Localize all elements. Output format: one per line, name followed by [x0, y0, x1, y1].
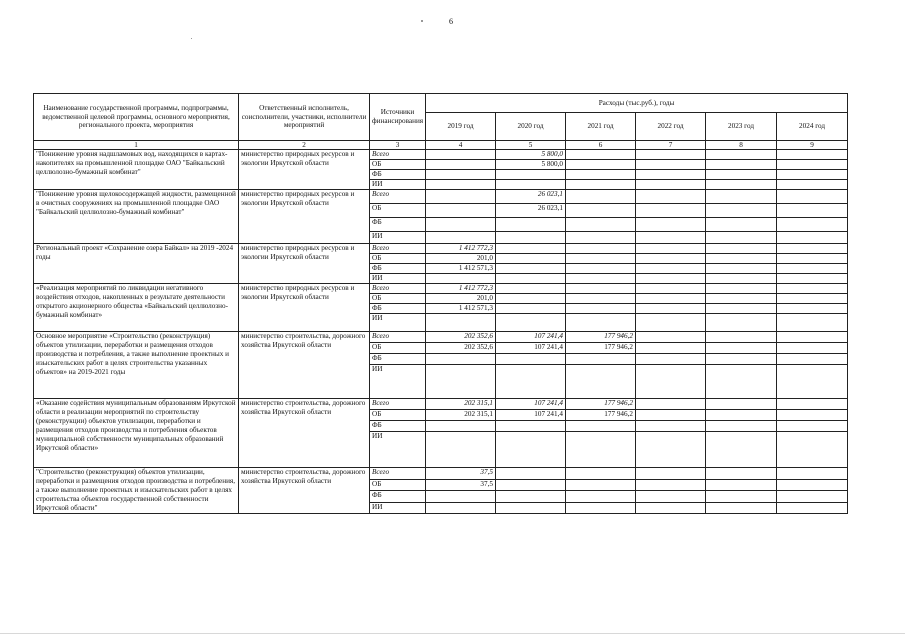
expense-cell: 202 352,6	[426, 343, 496, 354]
funding-source: ОБ	[370, 479, 426, 491]
header-executor: Ответственный исполнитель, соисполнители, участники, исполнители мероприятий	[239, 94, 370, 141]
expense-cell	[636, 170, 706, 180]
column-number: 8	[706, 141, 777, 150]
expense-cell	[706, 502, 777, 514]
expense-cell	[426, 314, 496, 332]
funding-source: ОБ	[370, 204, 426, 218]
expense-cell: 26 023,1	[496, 204, 566, 218]
expense-cell	[636, 190, 706, 204]
funding-source: Всего	[370, 468, 426, 480]
expense-cell: 37,5	[426, 468, 496, 480]
expense-cell	[706, 479, 777, 491]
expense-cell	[706, 343, 777, 354]
expense-cell: 202 352,6	[426, 332, 496, 343]
expense-cell	[426, 160, 496, 170]
expense-cell	[706, 432, 777, 468]
row-executor: министерство строительства, дорожного хозяйства Иркутской области	[239, 332, 370, 399]
expense-cell	[566, 354, 636, 365]
expense-cell	[706, 332, 777, 343]
row-name: «Реализация мероприятий по ликвидации негативного воздействия отходов, накопленных в результате деятельности открытого акционерного общества «Байкальский целлюлозно-бумажный комбинат»	[34, 284, 239, 332]
expense-cell	[636, 421, 706, 432]
expense-cell	[706, 204, 777, 218]
row-executor: министерство природных ресурсов и экологии Иркутской области	[239, 150, 370, 190]
funding-source: ФБ	[370, 354, 426, 365]
header-year: 2020 год	[496, 113, 566, 141]
expense-cell	[566, 479, 636, 491]
expense-cell	[566, 150, 636, 160]
expense-cell	[496, 170, 566, 180]
expense-cell	[566, 232, 636, 244]
funding-source: ОБ	[370, 254, 426, 264]
header-year: 2022 год	[636, 113, 706, 141]
row-name: Основное мероприятие «Строительство (реконструкция) объектов утилизации, переработки и размещения отходов производства и потребления, а также выполнение проектных и изыскательских работ в целях строительства указанных объектов» на 2019-2021 годы	[34, 332, 239, 399]
expense-cell	[566, 421, 636, 432]
expense-cell	[636, 491, 706, 503]
expense-cell	[706, 314, 777, 332]
expense-cell	[706, 399, 777, 410]
row-executor: министерство строительства, дорожного хозяйства Иркутской области	[239, 468, 370, 514]
expense-cell	[566, 468, 636, 480]
expense-cell	[706, 354, 777, 365]
row-name: Региональный проект «Сохранение озера Байкал» на 2019 -2024 годы	[34, 244, 239, 284]
expense-cell	[636, 399, 706, 410]
expense-cell	[636, 180, 706, 190]
expense-cell	[636, 204, 706, 218]
expense-cell: 201,0	[426, 254, 496, 264]
expense-cell	[496, 468, 566, 480]
expense-cell	[566, 365, 636, 399]
funding-source: ИИ	[370, 232, 426, 244]
expense-cell	[777, 343, 848, 354]
expense-cell	[426, 232, 496, 244]
table-body	[34, 141, 848, 514]
scan-speck	[191, 38, 192, 39]
expense-cell	[706, 150, 777, 160]
expense-cell	[777, 399, 848, 410]
funding-source: ФБ	[370, 170, 426, 180]
expense-cell	[496, 264, 566, 274]
expense-cell: 37,5	[426, 479, 496, 491]
funding-source: ОБ	[370, 160, 426, 170]
expense-cell	[566, 314, 636, 332]
expense-cell	[706, 284, 777, 294]
expense-cell: 1 412 571,3	[426, 304, 496, 314]
expense-cell	[566, 491, 636, 503]
expense-cell	[777, 410, 848, 421]
expense-cell	[426, 365, 496, 399]
expense-cell	[426, 190, 496, 204]
expense-cell	[566, 432, 636, 468]
expense-cell	[426, 432, 496, 468]
row-executor: министерство природных ресурсов и экологии Иркутской области	[239, 244, 370, 284]
expense-cell	[777, 468, 848, 480]
expense-cell	[636, 232, 706, 244]
expense-cell: 177 946,2	[566, 332, 636, 343]
header-year: 2024 год	[777, 113, 848, 141]
funding-source: ФБ	[370, 218, 426, 232]
expense-cell	[566, 274, 636, 284]
expense-cell	[706, 468, 777, 480]
expense-cell	[636, 304, 706, 314]
funding-source: ФБ	[370, 421, 426, 432]
expense-cell: 177 946,2	[566, 410, 636, 421]
expense-cell	[426, 502, 496, 514]
expense-cell: 1 412 772,3	[426, 284, 496, 294]
table-row	[34, 399, 848, 410]
expense-cell	[777, 502, 848, 514]
expense-cell	[566, 254, 636, 264]
expense-cell: 5 800,0	[496, 160, 566, 170]
funding-source: ФБ	[370, 304, 426, 314]
expense-cell	[706, 304, 777, 314]
expense-cell	[636, 432, 706, 468]
expense-cell	[566, 294, 636, 304]
expense-cell: 177 946,2	[566, 343, 636, 354]
expense-cell: 5 800,0	[496, 150, 566, 160]
expense-cell	[706, 170, 777, 180]
row-name: "Строительство (реконструкция) объектов утилизации, переработки и размещения отходов производства и потребления, а также выполнение проектных и изыскательских работ в целях строительства объектов государственной собственности Иркутской области"	[34, 468, 239, 514]
expense-cell	[426, 150, 496, 160]
expense-cell: 26 023,1	[496, 190, 566, 204]
funding-source: Всего	[370, 190, 426, 204]
table-row	[34, 150, 848, 160]
expense-cell	[426, 491, 496, 503]
header-row	[34, 94, 848, 113]
expense-cell	[777, 254, 848, 264]
expense-cell	[636, 314, 706, 332]
expense-cell	[706, 180, 777, 190]
funding-source: ИИ	[370, 365, 426, 399]
column-number: 5	[496, 141, 566, 150]
expense-cell	[496, 365, 566, 399]
expense-cell	[777, 365, 848, 399]
row-name: "Понижение уровня щелокосодержащей жидкости, размещенной в очистных сооружениях на промышленной площадке ОАО "Байкальский целлюлозно-бумажный комбинат"	[34, 190, 239, 244]
expense-cell	[496, 314, 566, 332]
row-executor: министерство природных ресурсов и экологии Иркутской области	[239, 190, 370, 244]
funding-source: ИИ	[370, 180, 426, 190]
expense-cell	[706, 254, 777, 264]
expense-cell	[636, 365, 706, 399]
table-row	[34, 332, 848, 343]
header-expenses: Расходы (тыс.руб.), годы	[426, 94, 848, 113]
column-numbers-row	[34, 141, 848, 150]
expense-cell	[496, 304, 566, 314]
header-name: Наименование государственной программы, подпрограммы, ведомственной целевой программы, основного мероприятия, регионального проекта, мероприятия	[34, 94, 239, 141]
expense-cell	[566, 244, 636, 254]
budget-table	[33, 93, 848, 514]
expense-cell	[496, 180, 566, 190]
expense-cell	[777, 421, 848, 432]
expense-cell	[496, 294, 566, 304]
funding-source: Всего	[370, 332, 426, 343]
table-row	[34, 468, 848, 480]
expense-cell: 202 315,1	[426, 410, 496, 421]
expense-cell	[706, 218, 777, 232]
expense-cell	[566, 180, 636, 190]
expense-cell: 201,0	[426, 294, 496, 304]
expense-cell	[706, 365, 777, 399]
table-row	[34, 244, 848, 254]
expense-cell	[777, 264, 848, 274]
column-number: 7	[636, 141, 706, 150]
expense-cell: 1 412 571,3	[426, 264, 496, 274]
expense-cell	[706, 421, 777, 432]
scan-speck	[421, 20, 423, 22]
expense-cell	[777, 354, 848, 365]
expense-cell	[706, 491, 777, 503]
header-year: 2021 год	[566, 113, 636, 141]
expense-cell	[566, 160, 636, 170]
expense-cell	[706, 410, 777, 421]
expense-cell	[496, 284, 566, 294]
funding-source: ИИ	[370, 274, 426, 284]
table-row	[34, 190, 848, 204]
expense-cell	[496, 421, 566, 432]
expense-cell	[496, 502, 566, 514]
expense-cell	[636, 332, 706, 343]
expense-cell: 107 241,4	[496, 410, 566, 421]
header-year: 2019 год	[426, 113, 496, 141]
expense-cell	[777, 170, 848, 180]
expense-cell	[777, 204, 848, 218]
expense-cell	[426, 354, 496, 365]
expense-cell	[496, 244, 566, 254]
expense-cell	[566, 502, 636, 514]
row-executor: министерство природных ресурсов и экологии Иркутской области	[239, 284, 370, 332]
page-number: 6	[449, 17, 453, 26]
expense-cell	[636, 244, 706, 254]
column-number: 3	[370, 141, 426, 150]
expense-cell	[777, 274, 848, 284]
expense-cell	[496, 232, 566, 244]
expense-cell: 107 241,4	[496, 332, 566, 343]
expense-cell	[777, 190, 848, 204]
expense-cell	[636, 218, 706, 232]
expense-cell	[566, 284, 636, 294]
expense-cell	[777, 314, 848, 332]
expense-cell	[636, 150, 706, 160]
expense-cell	[706, 190, 777, 204]
funding-source: ОБ	[370, 410, 426, 421]
header-year: 2023 год	[706, 113, 777, 141]
expense-cell	[636, 468, 706, 480]
funding-source: ИИ	[370, 432, 426, 468]
expense-cell	[496, 354, 566, 365]
column-number: 1	[34, 141, 239, 150]
funding-source: ФБ	[370, 491, 426, 503]
expense-cell	[426, 274, 496, 284]
header-source: Источники финансирования	[370, 94, 426, 141]
funding-source: Всего	[370, 399, 426, 410]
expense-cell	[636, 343, 706, 354]
expense-cell	[426, 180, 496, 190]
expense-cell: 107 241,4	[496, 399, 566, 410]
expense-cell	[777, 160, 848, 170]
expense-cell	[777, 180, 848, 190]
expense-cell	[496, 479, 566, 491]
expense-cell	[777, 332, 848, 343]
expense-cell	[566, 218, 636, 232]
row-name: "Понижение уровня надшламовых вод, находящихся в картах-накопителях на промышленной площадке ОАО "Байкальский целлюлозно-бумажный комбинат"	[34, 150, 239, 190]
expense-cell	[496, 274, 566, 284]
row-executor: министерство строительства, дорожного хозяйства Иркутской области	[239, 399, 370, 468]
expense-cell	[496, 491, 566, 503]
funding-source: Всего	[370, 244, 426, 254]
expense-cell	[566, 204, 636, 218]
funding-source: ИИ	[370, 502, 426, 514]
expense-cell	[777, 432, 848, 468]
expense-cell: 177 946,2	[566, 399, 636, 410]
expense-cell	[496, 432, 566, 468]
expense-cell	[706, 274, 777, 284]
expense-cell	[426, 421, 496, 432]
funding-source: Всего	[370, 150, 426, 160]
expense-cell	[426, 170, 496, 180]
expense-cell	[636, 160, 706, 170]
expense-cell: 202 315,1	[426, 399, 496, 410]
expense-cell	[496, 218, 566, 232]
expense-cell	[636, 410, 706, 421]
expense-cell	[777, 232, 848, 244]
scan-edge-line	[0, 633, 905, 634]
expense-cell	[777, 150, 848, 160]
expense-cell	[566, 264, 636, 274]
expense-cell	[566, 304, 636, 314]
expense-cell	[777, 284, 848, 294]
column-number: 4	[426, 141, 496, 150]
funding-source: ФБ	[370, 264, 426, 274]
expense-cell	[777, 294, 848, 304]
row-name: «Оказание содействия муниципальным образованиям Иркутской области в реализации мероприятий по строительству (реконструкции) объектов утилизации, переработки и размещения отходов производства и потребления объектов муниципальной собственности муниципальных образований Иркутской области»	[34, 399, 239, 468]
expense-cell	[636, 479, 706, 491]
expense-cell	[426, 218, 496, 232]
expense-cell	[777, 218, 848, 232]
expense-cell: 107 241,4	[496, 343, 566, 354]
expense-cell	[636, 264, 706, 274]
expense-cell	[706, 244, 777, 254]
expense-cell	[636, 284, 706, 294]
column-number: 9	[777, 141, 848, 150]
column-number: 2	[239, 141, 370, 150]
table-row	[34, 284, 848, 294]
expense-cell	[566, 170, 636, 180]
expense-cell	[636, 294, 706, 304]
expense-cell	[426, 204, 496, 218]
expense-cell	[636, 254, 706, 264]
expense-cell	[706, 232, 777, 244]
expense-cell	[706, 294, 777, 304]
expense-cell	[636, 274, 706, 284]
expense-cell	[777, 491, 848, 503]
expense-cell	[706, 160, 777, 170]
expense-cell: 1 412 772,3	[426, 244, 496, 254]
expense-cell	[706, 264, 777, 274]
column-number: 6	[566, 141, 636, 150]
expense-cell	[496, 254, 566, 264]
expense-cell	[777, 304, 848, 314]
expense-cell	[777, 244, 848, 254]
funding-source: ИИ	[370, 314, 426, 332]
funding-source: ОБ	[370, 294, 426, 304]
expense-cell	[777, 479, 848, 491]
funding-source: Всего	[370, 284, 426, 294]
expense-cell	[566, 190, 636, 204]
funding-source: ОБ	[370, 343, 426, 354]
expense-cell	[636, 502, 706, 514]
expense-cell	[636, 354, 706, 365]
